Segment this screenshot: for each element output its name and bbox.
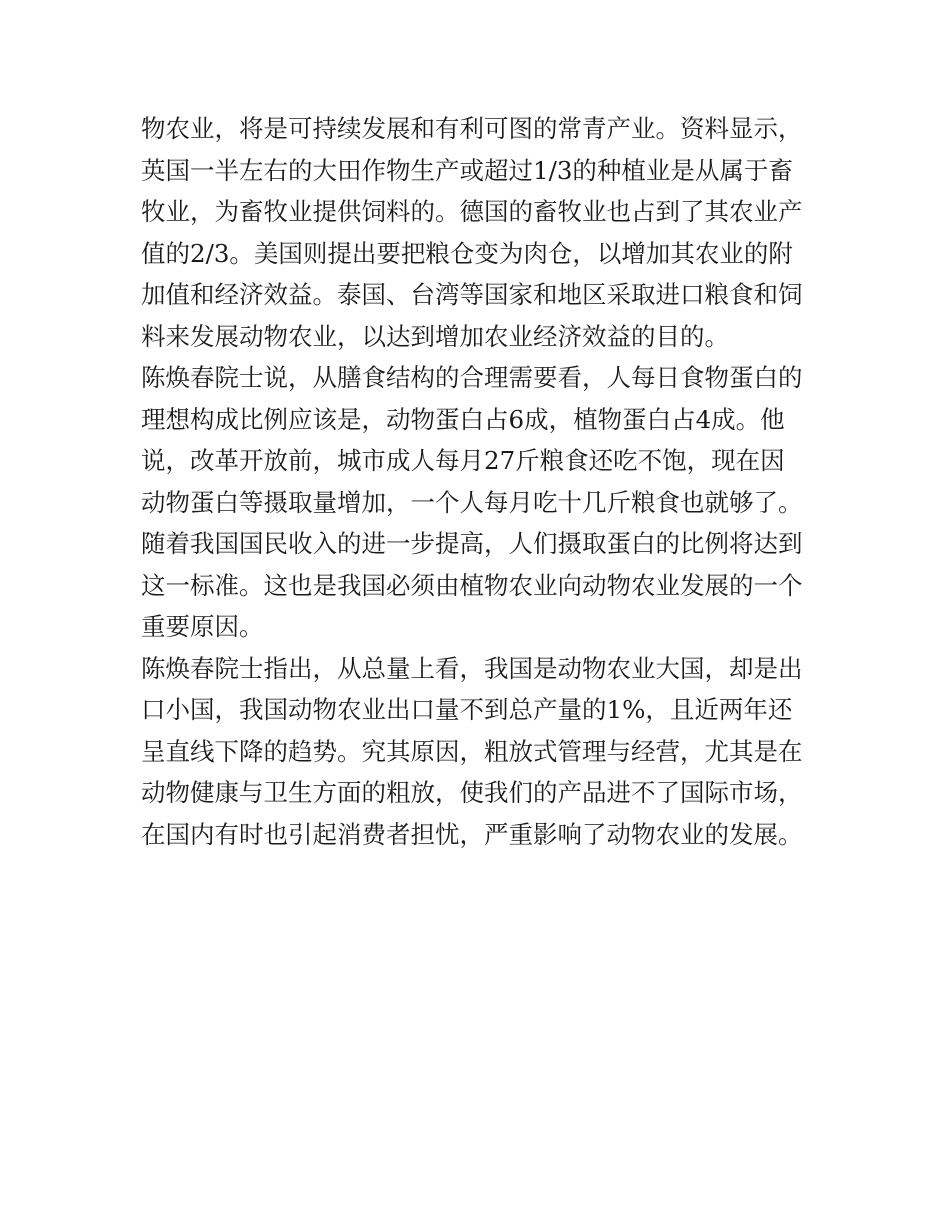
- paragraph-3: [141, 648, 821, 856]
- text-line: 口小国，我国动物农业出口量不到总产量的1%，且近两年还: [141, 695, 793, 724]
- text-line: 说，改革开放前，城市成人每月27斤粮食还吃不饱，现在因: [141, 446, 785, 475]
- text-line: 料来发展动物农业，以达到增加农业经济效益的目的。: [141, 321, 729, 351]
- paragraph-2: [141, 357, 821, 648]
- document-body: [141, 108, 821, 855]
- text-line: 理想构成比例应该是，动物蛋白占6成，植物蛋白占4成。他: [141, 404, 785, 434]
- text-line: 这一标准。这也是我国必须由植物农业向动物农业发展的一个: [141, 570, 803, 600]
- text-line: 陈焕春院士指出，从总量上看，我国是动物农业大国，却是出: [141, 653, 803, 683]
- text-line: 值的2/3。美国则提出要把粮仓变为肉仓，以增加其农业的附: [141, 238, 793, 268]
- text-line: 牧业，为畜牧业提供饲料的。德国的畜牧业也占到了其农业产: [141, 197, 803, 226]
- text-line: 陈焕春院士说，从膳食结构的合理需要看，人每日食物蛋白的: [141, 363, 803, 392]
- text-line: 物农业，将是可持续发展和有利可图的常青产业。资料显示，: [141, 114, 803, 143]
- text-line: 动物蛋白等摄取量增加，一个人每月吃十几斤粮食也就够了。: [141, 487, 803, 517]
- text-line: 加值和经济效益。泰国、台湾等国家和地区采取进口粮食和饲: [141, 280, 803, 309]
- text-line: 随着我国国民收入的进一步提高，人们摄取蛋白的比例将达到: [141, 529, 803, 558]
- text-line: 呈直线下降的趋势。究其原因，粗放式管理与经营，尤其是在: [141, 736, 803, 766]
- text-line: 重要原因。: [141, 612, 264, 641]
- text-line: 动物健康与卫生方面的粗放，使我们的产品进不了国际市场，: [141, 778, 803, 807]
- text-line: 在国内有时也引起消费者担忧，严重影响了动物农业的发展。: [141, 819, 803, 849]
- paragraph-1: [141, 108, 821, 357]
- text-line: 英国一半左右的大田作物生产或超过1/3的种植业是从属于畜: [141, 155, 793, 185]
